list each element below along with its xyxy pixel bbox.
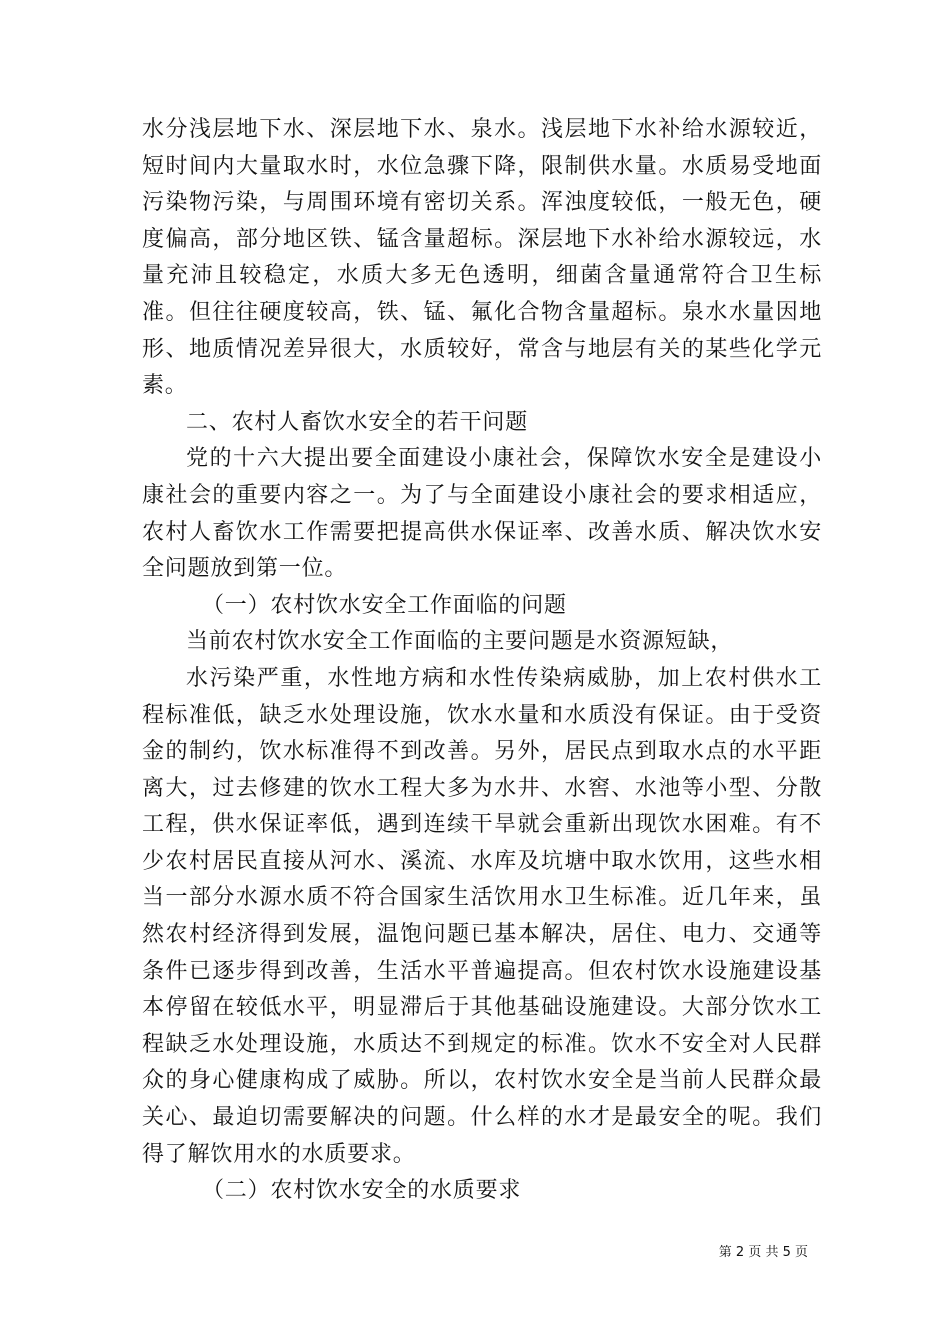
document-body xyxy=(142,112,822,1210)
body-paragraph-1: 水分浅层地下水、深层地下水、泉水。浅层地下水补给水源较近，短时间内大量取水时，水位急骤下降，限制供水量。水质易受地面污染物污染，与周围环境有密切关系。浑浊度较低，一般无色，硬度偏高，部分地区铁、锰含量超标。深层地下水补给水源较远，水量充沛且较稳定，水质大多无色透明，细菌含量通常符合卫生标准。但往往硬度较高，铁、锰、氟化合物含量超标。泉水水量因地形、地质情况差异很大，水质较好，常含与地层有关的某些化学元素。 xyxy=(142,117,822,399)
body-paragraph-3: 当前农村饮水安全工作面临的主要问题是水资源短缺， xyxy=(186,629,734,655)
body-paragraph-2: 党的十六大提出要全面建设小康社会，保障饮水安全是建设小康社会的重要内容之一。为了与全面建设小康社会的要求相适应，农村人畜饮水工作需要把提高供水保证率、改善水质、解决饮水安全问题放到第一位。 xyxy=(142,446,822,582)
section-heading-2: 二、农村人畜饮水安全的若干问题 xyxy=(186,409,529,435)
subheading-1: （一）农村饮水安全工作面临的问题 xyxy=(202,592,567,618)
subheading-2: （二）农村饮水安全的水质要求 xyxy=(202,1178,522,1204)
body-paragraph-4: 水污染严重，水性地方病和水性传染病威胁，加上农村供水工程标准低，缺乏水处理设施，饮水水量和水质没有保证。由于受资金的制约，饮水标准得不到改善。另外，居民点到取水点的水平距离大，过去修建的饮水工程大多为水井、水窖、水池等小型、分散工程，供水保证率低，遇到连续干旱就会重新出现饮水困难。有不少农村居民直接从河水、溪流、水库及坑塘中取水饮用，这些水相当一部分水源水质不符合国家生活饮用水卫生标准。近几年来，虽然农村经济得到发展，温饱问题已基本解决，居住、电力、交通等条件已逐步得到改善，生活水平普遍提高。但农村饮水设施建设基本停留在较低水平，明显滞后于其他基础设施建设。大部分饮水工程缺乏水处理设施，水质达不到规定的标准。饮水不安全对人民群众的身心健康构成了威胁。所以，农村饮水安全是当前人民群众最关心、最迫切需要解决的问题。什么样的水才是最安全的呢。我们得了解饮用水的水质要求。 xyxy=(142,665,822,1167)
page-number-footer: 第 2 页 共 5 页 xyxy=(718,1245,808,1260)
